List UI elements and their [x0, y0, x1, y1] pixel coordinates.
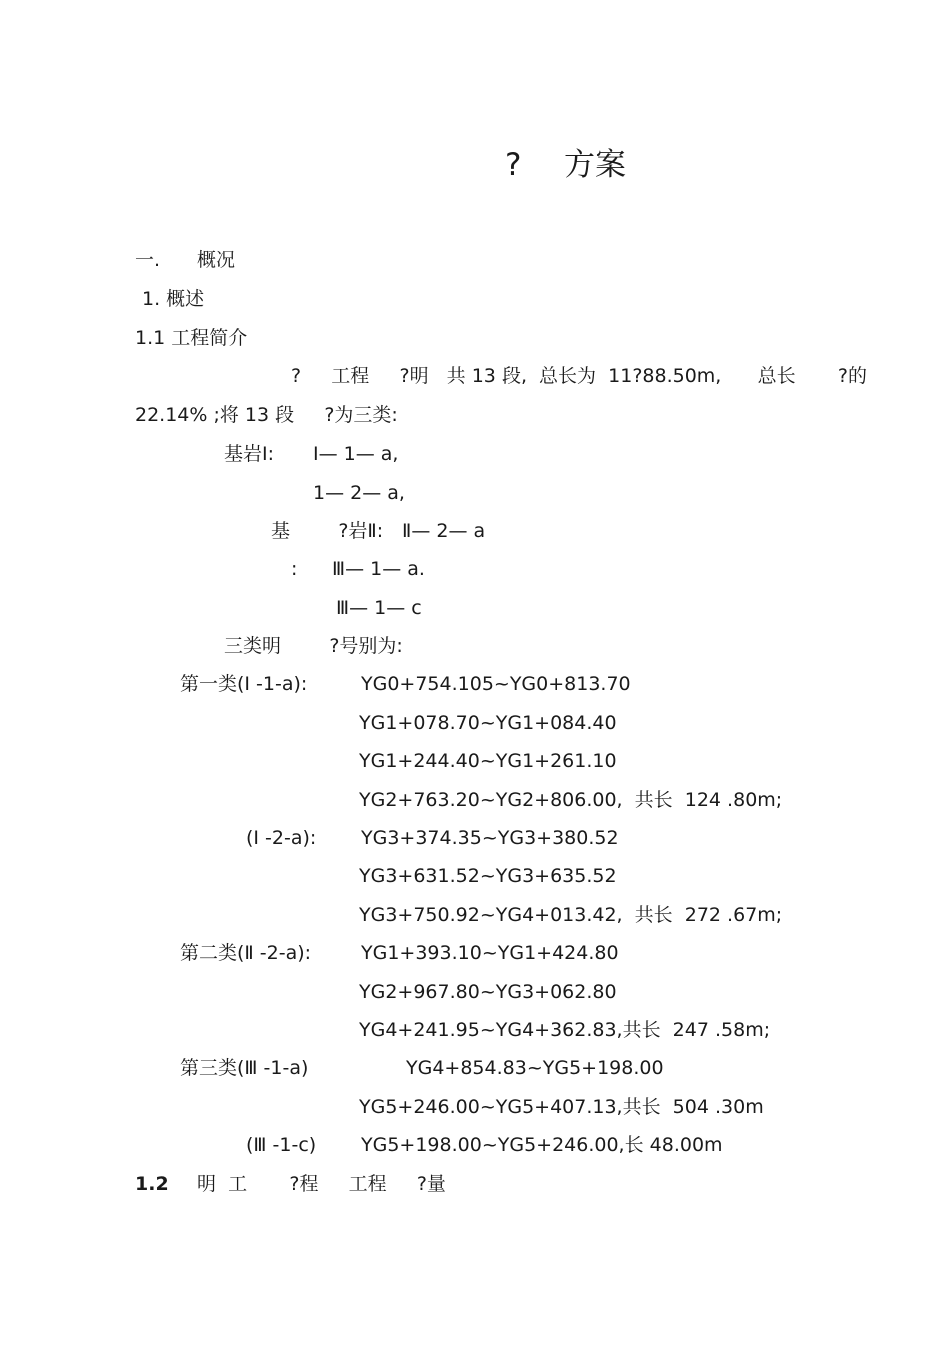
class-2-range-3: YG4+241.95~YG4+362.83,共长 247 .58m;: [359, 1019, 771, 1041]
class-1b-range-2: YG3+631.52~YG3+635.52: [359, 865, 617, 887]
class-2-range-1: YG1+393.10~YG1+424.80: [361, 942, 619, 964]
class-3a-range-1: YG4+854.83~YG5+198.00: [406, 1057, 664, 1079]
class-2-label: 第二类(Ⅱ -2-a):: [180, 942, 312, 964]
subsection-title: 1. 概述: [142, 288, 205, 310]
class-1b-label: (Ⅰ -2-a):: [246, 827, 317, 849]
subsection-1-1-title: 1.1 工程简介: [135, 327, 248, 349]
class-1a-range-4: YG2+763.20~YG2+806.00, 共长 124 .80m;: [359, 789, 783, 811]
subsection-1-2-title: 明 工 ?程 工程 ?量: [197, 1173, 446, 1195]
class-1a-range-2: YG1+078.70~YG1+084.40: [359, 712, 617, 734]
class-3a-label: 第三类(Ⅲ -1-a): [180, 1057, 309, 1079]
section-number: 一.: [135, 249, 161, 271]
paragraph-line-2: 22.14% ;将 13 段 ?为三类:: [135, 404, 398, 426]
class-1b-range-3: YG3+750.92~YG4+013.42, 共长 272 .67m;: [359, 904, 783, 926]
class-3c-label: (Ⅲ -1-c): [246, 1134, 317, 1156]
subsection-1-2-number: 1.2: [135, 1173, 169, 1195]
class-3-value-1: Ⅲ— 1— a.: [332, 558, 425, 580]
class-1a-label: 第一类(Ⅰ -1-a):: [180, 673, 308, 695]
class-3a-range-2: YG5+246.00~YG5+407.13,共长 504 .30m: [359, 1096, 764, 1118]
section-title: 概况: [197, 249, 236, 271]
class-3-value-2: Ⅲ— 1— c: [336, 597, 422, 619]
paragraph-line-1: ? 工程 ?明 共 13 段, 总长为 11?88.50m, 总长 ?的: [291, 365, 867, 387]
base-rock-2-label: 基 ?岩Ⅱ:: [271, 520, 384, 542]
base-rock-2-value: Ⅱ— 2— a: [402, 520, 486, 542]
base-rock-1-label: 基岩Ⅰ:: [224, 443, 275, 465]
class-1b-range-1: YG3+374.35~YG3+380.52: [361, 827, 619, 849]
class-3c-range-1: YG5+198.00~YG5+246.00,长 48.00m: [361, 1134, 723, 1156]
class-1a-range-1: YG0+754.105~YG0+813.70: [361, 673, 631, 695]
class-names-label: 三类明 ?号别为:: [224, 635, 403, 657]
page-title: 方案: [564, 147, 626, 183]
base-rock-1-value-1: Ⅰ— 1— a,: [313, 443, 399, 465]
base-rock-1-value-2: 1— 2— a,: [313, 482, 405, 504]
class-2-range-2: YG2+967.80~YG3+062.80: [359, 981, 617, 1003]
title-question-mark: ?: [505, 147, 522, 183]
class-1a-range-3: YG1+244.40~YG1+261.10: [359, 750, 617, 772]
class-3-colon: :: [291, 558, 298, 580]
